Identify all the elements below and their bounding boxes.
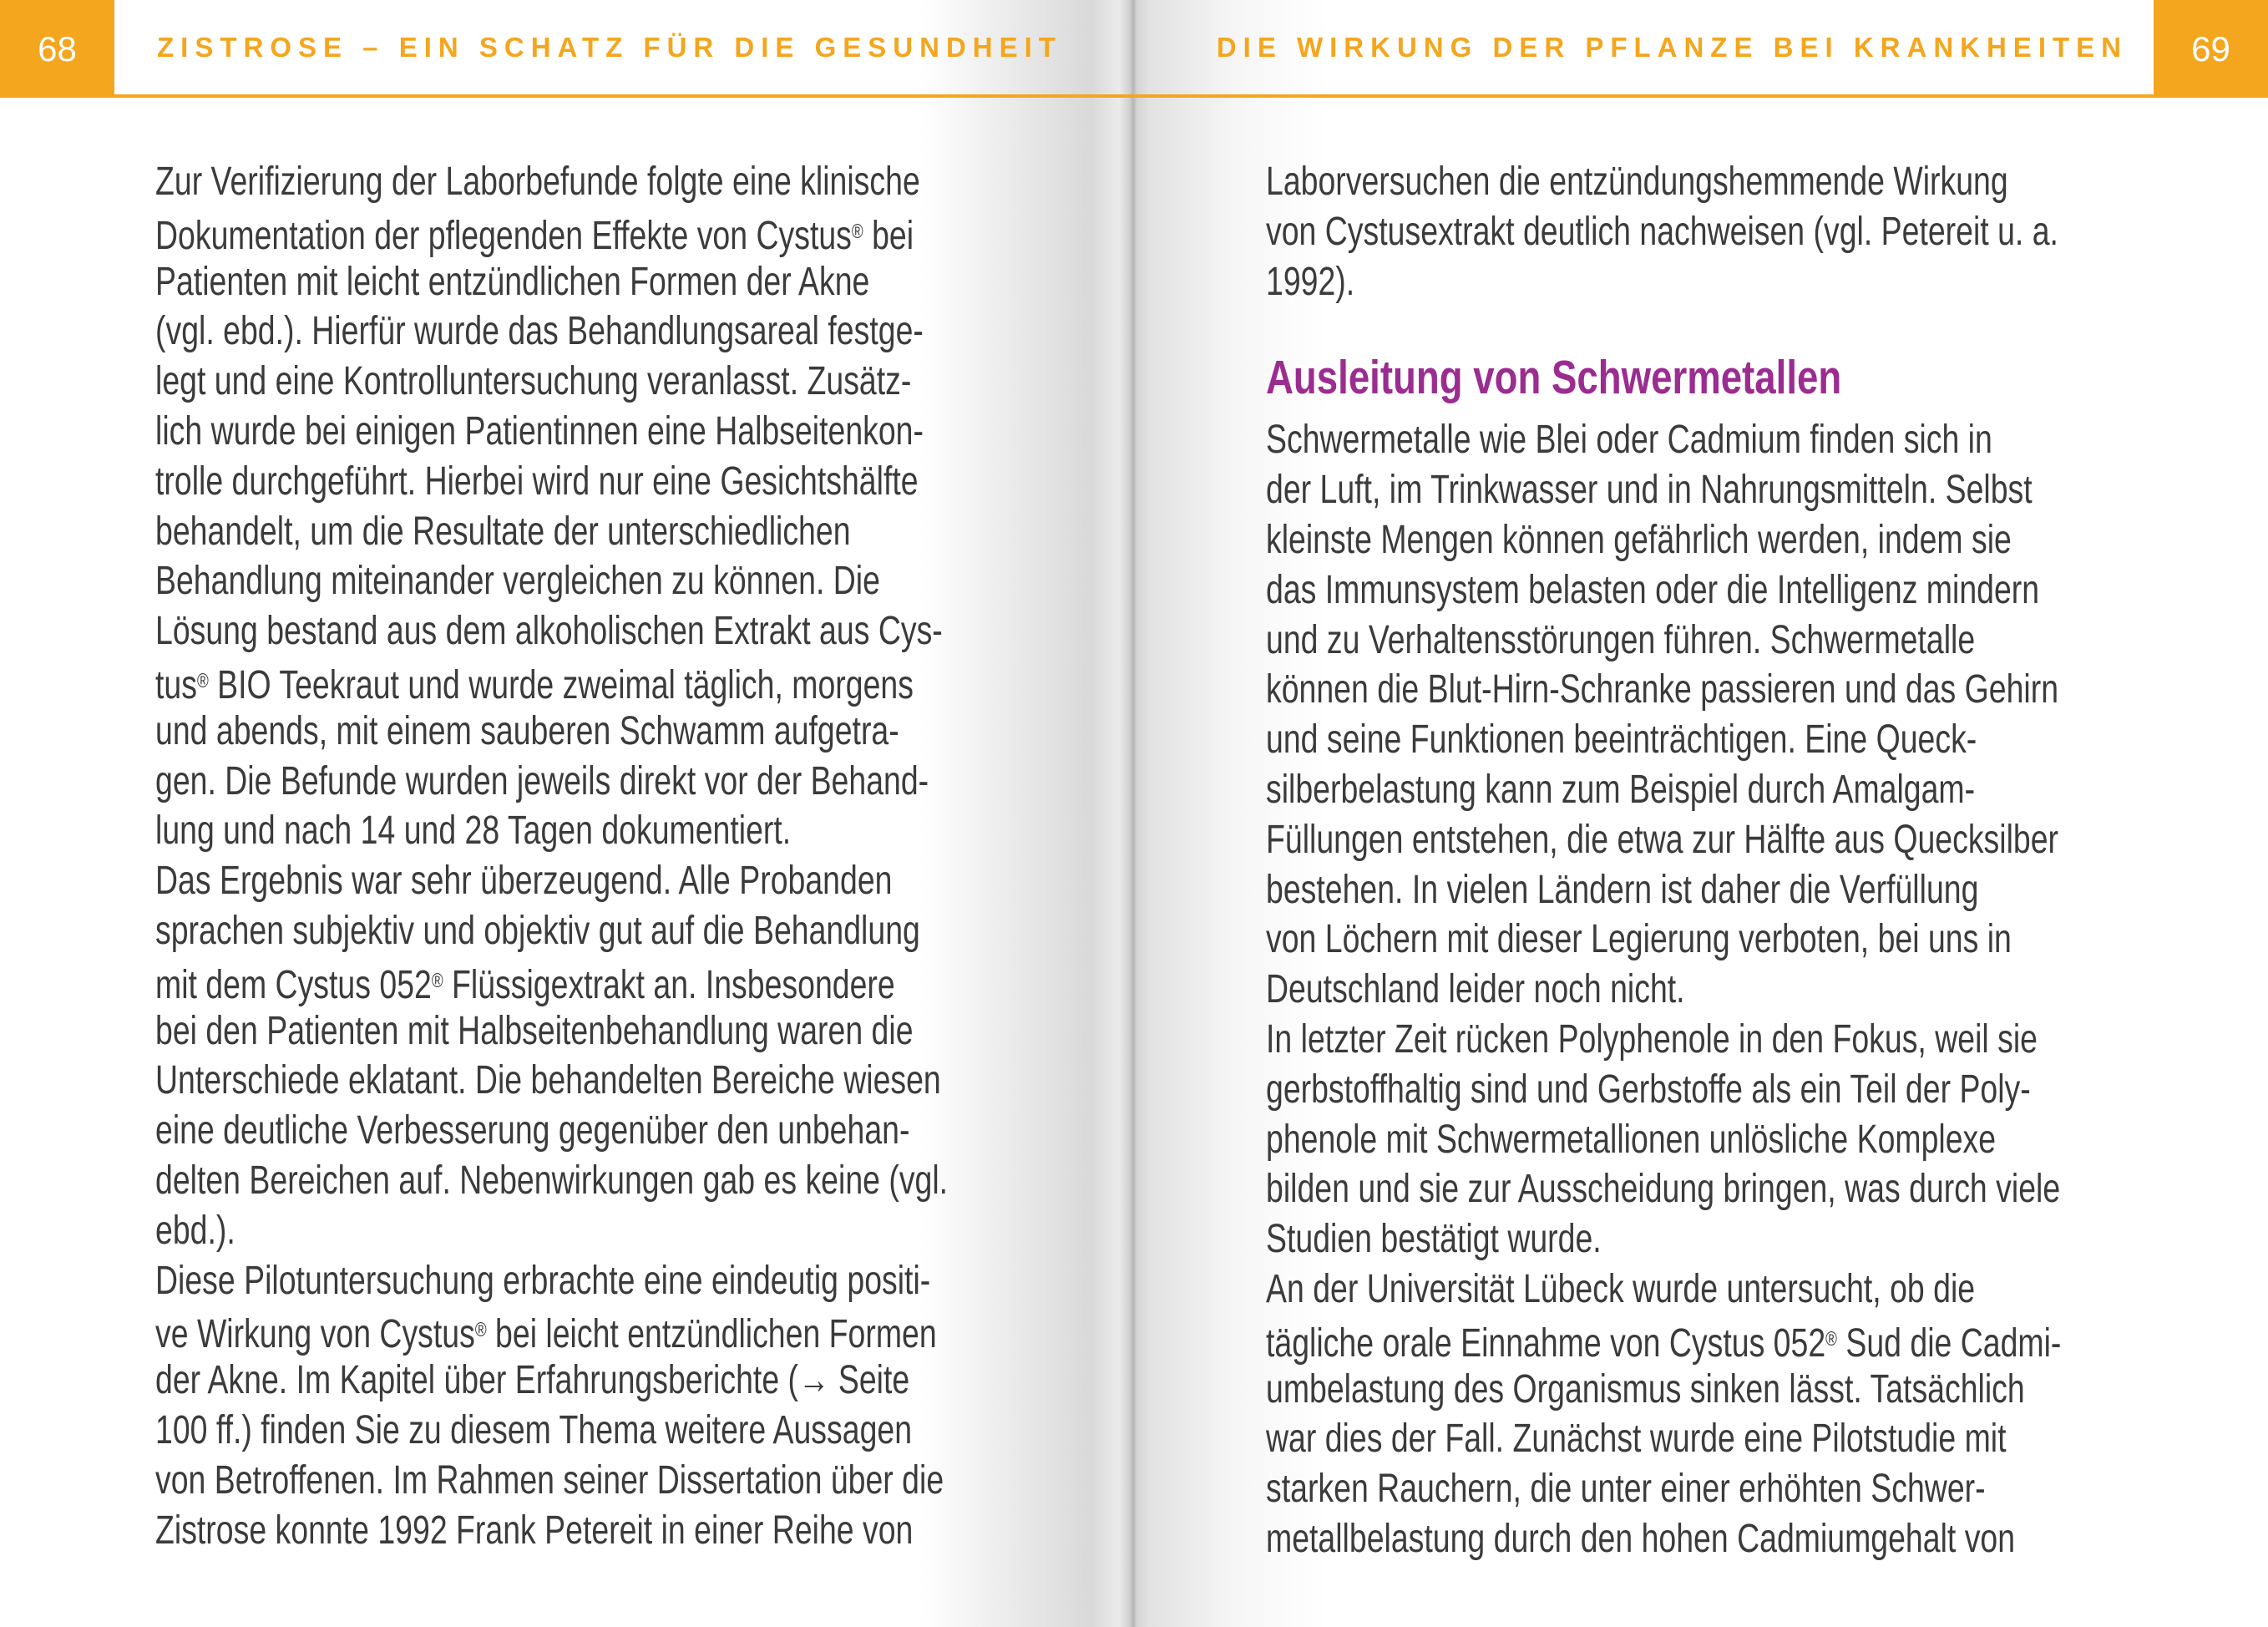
text-line: lich wurde bei einigen Patientinnen eine Halbseitenkon- — [155, 408, 924, 454]
text-line: Deutschland leider noch nicht. — [1266, 967, 1685, 1012]
text-line: In letzter Zeit rücken Polyphenole in den Fokus, weil sie — [1266, 1016, 2038, 1062]
text-line: starken Rauchern, die unter einer erhöhten Schwer- — [1266, 1467, 1986, 1512]
text-line: Zur Verifizierung der Laborbefunde folgte eine klinische — [155, 160, 920, 204]
text-line: kleinste Mengen können gefährlich werden, indem sie — [1266, 517, 2012, 562]
text-line: gen. Die Befunde wurden jeweils direkt vor der Behand- — [155, 758, 929, 803]
text-line: bei den Patienten mit Halbseitenbehandlung waren die — [155, 1008, 914, 1053]
right-page-intro-paragraph — [1266, 157, 2176, 307]
right-page-section-paragraph — [1266, 415, 2176, 1564]
text-line: legt und eine Kontrolluntersuchung veranlasst. Zusätz- — [155, 359, 912, 404]
text-line: phenole mit Schwermetallionen unlösliche Komplexe — [1266, 1117, 1997, 1162]
text-line: der Akne. Im Kapitel über Erfahrungsberichte (→ Seite — [155, 1358, 910, 1403]
text-line: 1992). — [1266, 259, 1355, 304]
text-line: Studien bestätigt wurde. — [1266, 1217, 1602, 1262]
text-line: und zu Verhaltensstörungen führen. Schwermetalle — [1266, 617, 1976, 662]
text-line: silberbelastung kann zum Beispiel durch Amalgam- — [1266, 767, 1976, 812]
text-line: bilden und sie zur Ausscheidung bringen, was durch viele — [1266, 1167, 2061, 1212]
text-line: An der Universität Lübeck wurde untersucht, ob die — [1266, 1266, 1976, 1311]
text-line: der Luft, im Trinkwasser und in Nahrungsmitteln. Selbst — [1266, 468, 2033, 513]
text-line: trolle durchgeführt. Hierbei wird nur eine Gesichtshälfte — [155, 459, 919, 504]
text-line: Unterschiede eklatant. Die behandelten Bereiche wiesen — [155, 1058, 941, 1103]
text-line: 100 ff.) finden Sie zu diesem Thema weitere Aussagen — [155, 1407, 913, 1452]
text-line: Das Ergebnis war sehr überzeugend. Alle Probanden — [155, 859, 893, 904]
text-line: sprachen subjektiv und objektiv gut auf die Behandlung — [155, 908, 920, 953]
text-line: (vgl. ebd.). Hierfür wurde das Behandlungsareal festge- — [155, 309, 924, 354]
text-line: Zistrose konnte 1992 Frank Petereit in einer Reihe von — [155, 1508, 914, 1553]
text-line: Diese Pilotuntersuchung erbrachte eine eindeutig positi- — [155, 1258, 931, 1303]
text-line: Dokumentation der pflegenden Effekte von Cystus® bei — [155, 213, 914, 258]
text-line: von Betroffenen. Im Rahmen seiner Dissertation über die — [155, 1457, 944, 1503]
text-line: Behandlung miteinander vergleichen zu können. Die — [155, 559, 880, 604]
text-line: eine deutliche Verbesserung gegenüber den unbehan- — [155, 1108, 910, 1153]
page-number-badge-left — [0, 0, 114, 98]
text-line: ve Wirkung von Cystus® bei leicht entzündlichen Formen — [155, 1312, 937, 1357]
text-line: bestehen. In vielen Ländern ist daher die Verfüllung — [1266, 867, 1979, 912]
text-line: ebd.). — [155, 1208, 235, 1253]
text-line: lung und nach 14 und 28 Tagen dokumentiert. — [155, 808, 792, 854]
text-line: gerbstoffhaltig sind und Gerbstoffe als ein Teil der Poly- — [1266, 1067, 2031, 1112]
text-line: und abends, mit einem sauberen Schwamm aufgetra- — [155, 708, 899, 753]
text-line: behandelt, um die Resultate der unterschiedlichen — [155, 509, 851, 554]
section-heading: Ausleitung von Schwermetallen — [1266, 351, 1842, 405]
text-line: Laborversuchen die entzündungshemmende Wirkung — [1266, 160, 2008, 204]
text-line: von Löchern mit dieser Legierung verboten, bei uns in — [1266, 917, 2012, 962]
header-rule — [0, 94, 2268, 98]
text-line: metallbelastung durch den hohen Cadmiumgehalt von — [1266, 1516, 2016, 1561]
running-header-left: ZISTROSE – EIN SCHATZ FÜR DIE GESUNDHEIT — [157, 31, 1062, 63]
right-page-text-column — [1266, 157, 2176, 1564]
text-line: mit dem Cystus 052® Flüssigextrakt an. Insbesondere — [155, 962, 895, 1007]
text-line: und seine Funktionen beeinträchtigen. Eine Queck- — [1266, 717, 1977, 763]
running-header-right: DIE WIRKUNG DER PFLANZE BEI KRANKHEITEN — [1216, 31, 2128, 63]
page-number-left: 68 — [38, 28, 77, 68]
text-line: Schwermetalle wie Blei oder Cadmium finden sich in — [1266, 418, 1992, 463]
text-line: können die Blut-Hirn-Schranke passieren und das Gehirn — [1266, 667, 2059, 712]
text-line: delten Bereichen auf. Nebenwirkungen gab es keine (vgl. — [155, 1158, 949, 1203]
text-line: Füllungen entstehen, die etwa zur Hälfte aus Quecksilber — [1266, 817, 2059, 862]
text-line: Lösung bestand aus dem alkoholischen Extrakt aus Cys- — [155, 609, 943, 654]
text-line: von Cystusextrakt deutlich nachweisen (vgl. Petereit u. a. — [1266, 209, 2058, 254]
text-line: tus® BIO Teekraut und wurde zweimal täglich, morgens — [155, 663, 914, 708]
text-line: das Immunsystem belasten oder die Intelligenz mindern — [1266, 567, 2040, 612]
page-number-right: 69 — [2191, 28, 2230, 68]
page-number-badge-right — [2154, 0, 2268, 98]
text-line: umbelastung des Organismus sinken lässt. Tatsächlich — [1266, 1366, 2025, 1412]
left-page-text-column — [155, 157, 1066, 1555]
text-line: war dies der Fall. Zunächst wurde eine Pilotstudie mit — [1266, 1417, 2007, 1462]
text-line: tägliche orale Einnahme von Cystus 052® Sud die Cadmi- — [1266, 1320, 2062, 1366]
text-line: Patienten mit leicht entzündlichen Formen der Akne — [155, 259, 870, 304]
